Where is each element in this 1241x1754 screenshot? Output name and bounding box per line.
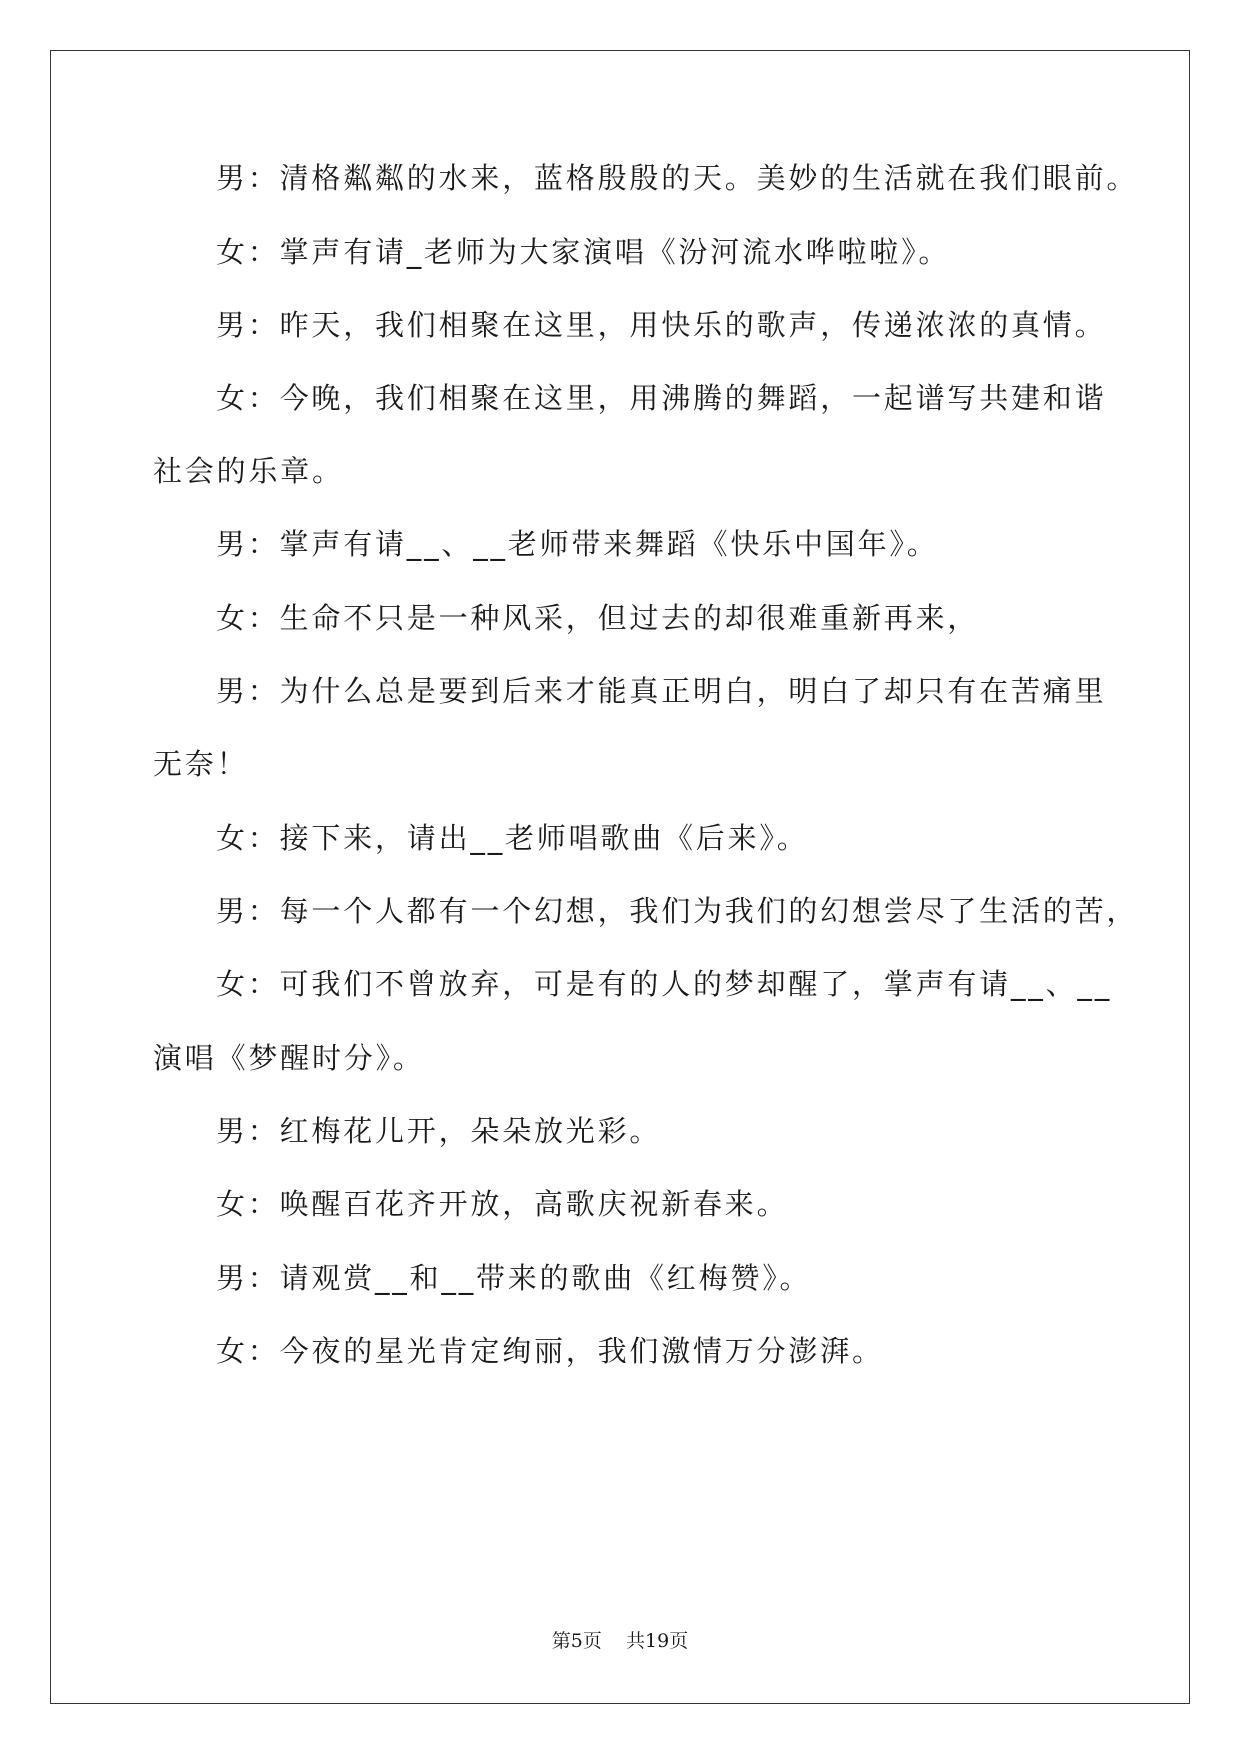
dialogue-line: 女：可我们不曾放弃，可是有的人的梦却醒了，掌声有请__、__ bbox=[216, 967, 1113, 1001]
dialogue-line: 男：红梅花儿开，朵朵放光彩。 bbox=[216, 1114, 662, 1148]
dialogue-line: 女：今夜的星光肯定绚丽，我们激情万分澎湃。 bbox=[216, 1334, 884, 1368]
document-body bbox=[51, 51, 1189, 1703]
dialogue-line-continuation: 无奈！ bbox=[153, 747, 249, 781]
dialogue-line: 男：为什么总是要到后来才能真正明白，明白了却只有在苦痛里 bbox=[216, 674, 1107, 708]
dialogue-line: 女：掌声有请_老师为大家演唱《汾河流水哗啦啦》。 bbox=[216, 235, 951, 269]
dialogue-line: 男：掌声有请__、__老师带来舞蹈《快乐中国年》。 bbox=[216, 527, 939, 561]
dialogue-line: 男：请观赏__和__带来的歌曲《红梅赞》。 bbox=[216, 1261, 812, 1295]
dialogue-line: 女：接下来，请出__老师唱歌曲《后来》。 bbox=[216, 821, 809, 855]
dialogue-line: 女：唤醒百花齐开放，高歌庆祝新春来。 bbox=[216, 1187, 789, 1221]
dialogue-line: 女：今晚，我们相聚在这里，用沸腾的舞蹈，一起谱写共建和谐 bbox=[216, 381, 1107, 415]
dialogue-line-continuation: 社会的乐章。 bbox=[153, 454, 344, 488]
dialogue-line: 女：生命不只是一种风采，但过去的却很难重新再来， bbox=[216, 601, 980, 635]
page-number-footer: 第5页 共19页 bbox=[551, 1630, 689, 1652]
page-frame bbox=[50, 50, 1190, 1704]
dialogue-line: 男：清格粼粼的水来，蓝格殷殷的天。美妙的生活就在我们眼前。 bbox=[216, 161, 1139, 195]
dialogue-line: 男：每一个人都有一个幻想，我们为我们的幻想尝尽了生活的苦， bbox=[216, 894, 1139, 928]
dialogue-line: 男：昨天，我们相聚在这里，用快乐的歌声，传递浓浓的真情。 bbox=[216, 308, 1107, 342]
dialogue-line-continuation: 演唱《梦醒时分》。 bbox=[153, 1041, 425, 1075]
